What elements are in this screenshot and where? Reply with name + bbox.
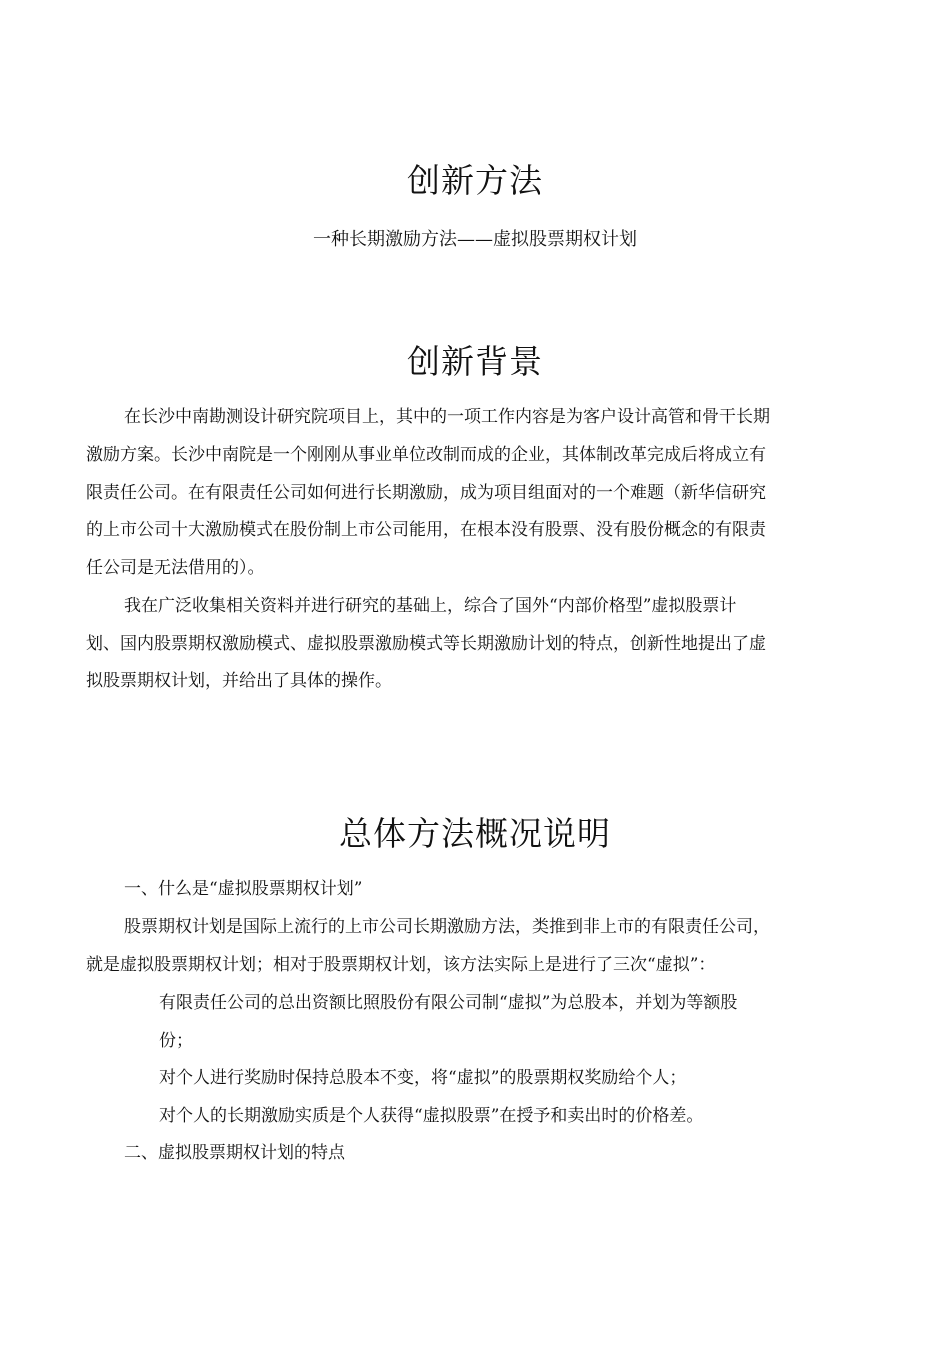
paragraph-line: 在长沙中南勘测设计研究院项目上，其中的一项工作内容是为客户设计高管和骨干长期 — [124, 407, 770, 427]
paragraph-line: 拟股票期权计划，并给出了具体的操作。 — [86, 671, 392, 691]
list-item: 份； — [159, 1031, 193, 1051]
list-item: 对个人的长期激励实质是个人获得“虚拟股票”在授予和卖出时的价格差。 — [159, 1106, 704, 1126]
paragraph-line: 限责任公司。在有限责任公司如何进行长期激励，成为项目组面对的一个难题（新华信研究 — [86, 483, 766, 503]
list-heading: 二、虚拟股票期权计划的特点 — [124, 1143, 345, 1163]
paragraph-line: 股票期权计划是国际上流行的上市公司长期激励方法，类推到非上市的有限责任公司， — [124, 917, 770, 937]
section-heading-background: 创新背景 — [407, 342, 543, 381]
paragraph-line: 任公司是无法借用的）。 — [86, 558, 265, 578]
list-item: 有限责任公司的总出资额比照股份有限公司制“虚拟”为总股本，并划为等额股 — [159, 993, 738, 1013]
paragraph-line: 划、国内股票期权激励模式、虚拟股票激励模式等长期激励计划的特点，创新性地提出了虚 — [86, 634, 766, 654]
page-title: 创新方法 — [407, 161, 543, 200]
paragraph-line: 的上市公司十大激励模式在股份制上市公司能用，在根本没有股票、没有股份概念的有限责 — [86, 520, 766, 540]
list-item: 对个人进行奖励时保持总股本不变，将“虚拟”的股票期权奖励给个人； — [159, 1068, 687, 1088]
paragraph-line: 我在广泛收集相关资料并进行研究的基础上，综合了国外“内部价格型”虚拟股票计 — [124, 596, 737, 616]
paragraph-line: 激励方案。长沙中南院是一个刚刚从事业单位改制而成的企业，其体制改革完成后将成立有 — [86, 445, 766, 465]
paragraph-line: 就是虚拟股票期权计划；相对于股票期权计划，该方法实际上是进行了三次“虚拟”： — [86, 955, 716, 975]
list-heading: 一、什么是“虚拟股票期权计划” — [124, 879, 363, 899]
section-heading-overview: 总体方法概况说明 — [339, 814, 611, 853]
page-subtitle: 一种长期激励方法——虚拟股票期权计划 — [313, 229, 637, 250]
